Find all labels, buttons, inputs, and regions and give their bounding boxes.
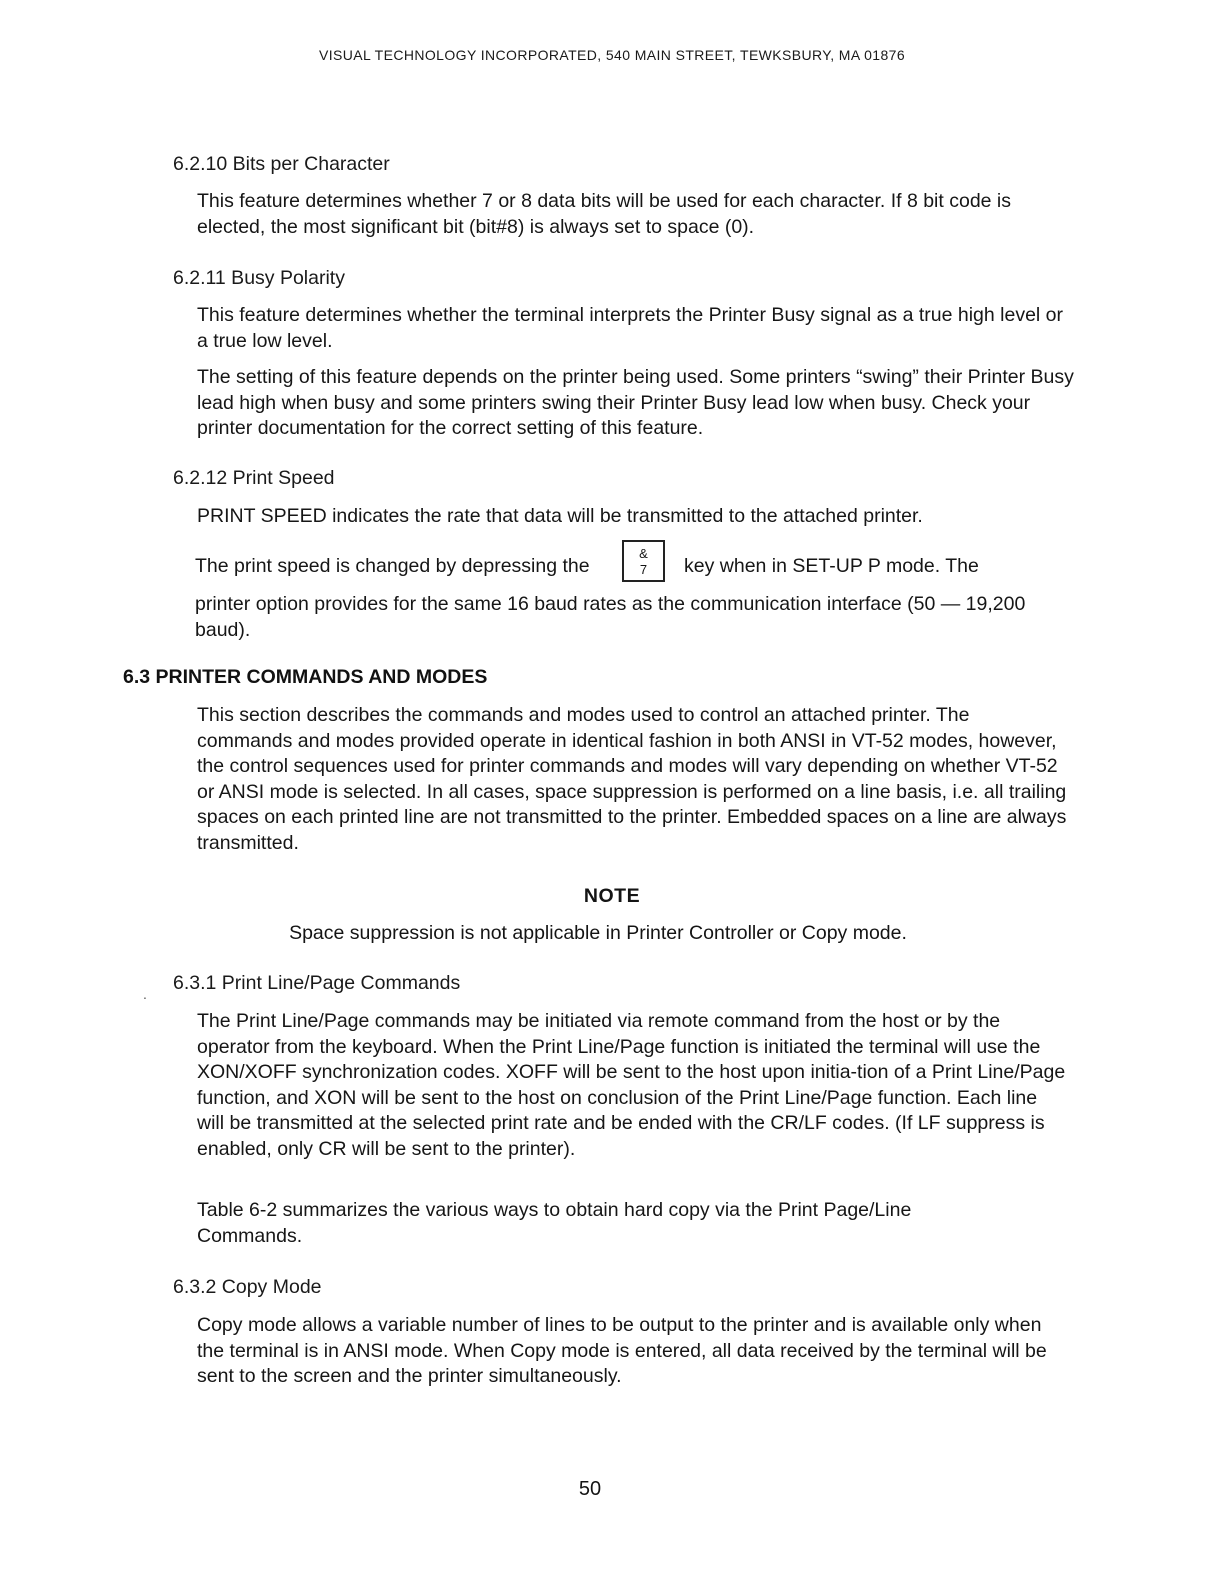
page-number: 50 (578, 1478, 602, 1500)
paragraph-print-line-page-2: Table 6-2 summarizes the various ways to obtain hard copy via the Print Page/Line Commands. (197, 1199, 912, 1247)
ampersand-7-key-icon (622, 540, 665, 582)
paragraph-print-speed-2: printer option provides for the same 16 baud rates as the communication interface (50 — 19,200 baud). (195, 593, 1026, 641)
note-text: Space suppression is not applicable in Printer Controller or Copy mode. (289, 922, 907, 944)
heading-6-2-12: 6.2.12 Print Speed (173, 467, 335, 489)
heading-6-3-1: 6.3.1 Print Line/Page Commands (173, 972, 461, 994)
paragraph-print-speed-1: PRINT SPEED indicates the rate that data will be transmitted to the attached printer. (197, 505, 923, 527)
key-bottom-symbol: 7 (639, 562, 648, 577)
key-instruction-before: The print speed is changed by depressing the (195, 555, 590, 577)
paragraph-print-line-page-1: The Print Line/Page commands may be initiated via remote command from the host or by the operator from the keyboard. When the Print Line/Page function is initiated the terminal will use the XON/XOFF synchronization codes. XOFF will be sent to the host upon initia-tion of a Print Line/Page function, and XON will be sent to the host on conclusion of the Print Line/Page function. Each line will be transmitted at the selected print rate and be ended with the CR/LF codes. (If LF suppress is enabled, only CR will be sent to the printer). (197, 1010, 1066, 1160)
heading-6-2-10: 6.2.10 Bits per Character (173, 153, 390, 175)
key-instruction-after: key when in SET-UP P mode. The (684, 555, 979, 577)
heading-6-3: 6.3 PRINTER COMMANDS AND MODES (123, 666, 488, 688)
stray-dot: . (143, 986, 147, 1002)
letterhead: VISUAL TECHNOLOGY INCORPORATED, 540 MAIN STREET, TEWKSBURY, MA 01876 (318, 47, 906, 63)
heading-6-3-2: 6.3.2 Copy Mode (173, 1276, 322, 1298)
paragraph-busy-polarity-2: The setting of this feature depends on the printer being used. Some printers “swing” their Printer Busy lead high when busy and some printers swing their Printer Busy lead low when busy. Check your printer documentation for the correct setting of this feature. (197, 366, 1074, 439)
paragraph-bits-per-character: This feature determines whether 7 or 8 data bits will be used for each character. If 8 bit code is elected, the most significant bit (bit#8) is always set to space (0). (197, 190, 1012, 238)
heading-6-2-11: 6.2.11 Busy Polarity (173, 267, 345, 289)
paragraph-printer-commands: This section describes the commands and modes used to control an attached printer. The commands and modes provided operate in identical fashion in both ANSI in VT-52 modes, however, the control sequences used for printer commands and modes will vary depending on whether VT-52 or ANSI mode is selected. In all cases, space suppression is performed on a line basis, i.e. all trailing spaces on each printed line are not transmitted to the printer. Embedded spaces on a line are always transmitted. (197, 704, 1067, 854)
paragraph-busy-polarity-1: This feature determines whether the terminal interprets the Printer Busy signal as a true high level or a true low level. (197, 304, 1064, 352)
note-heading: NOTE (583, 885, 641, 907)
paragraph-copy-mode: Copy mode allows a variable number of lines to be output to the printer and is available only when the terminal is in ANSI mode. When Copy mode is entered, all data received by the terminal will be sent to the screen and the printer simultaneously. (197, 1314, 1047, 1387)
key-top-symbol: & (639, 546, 648, 561)
